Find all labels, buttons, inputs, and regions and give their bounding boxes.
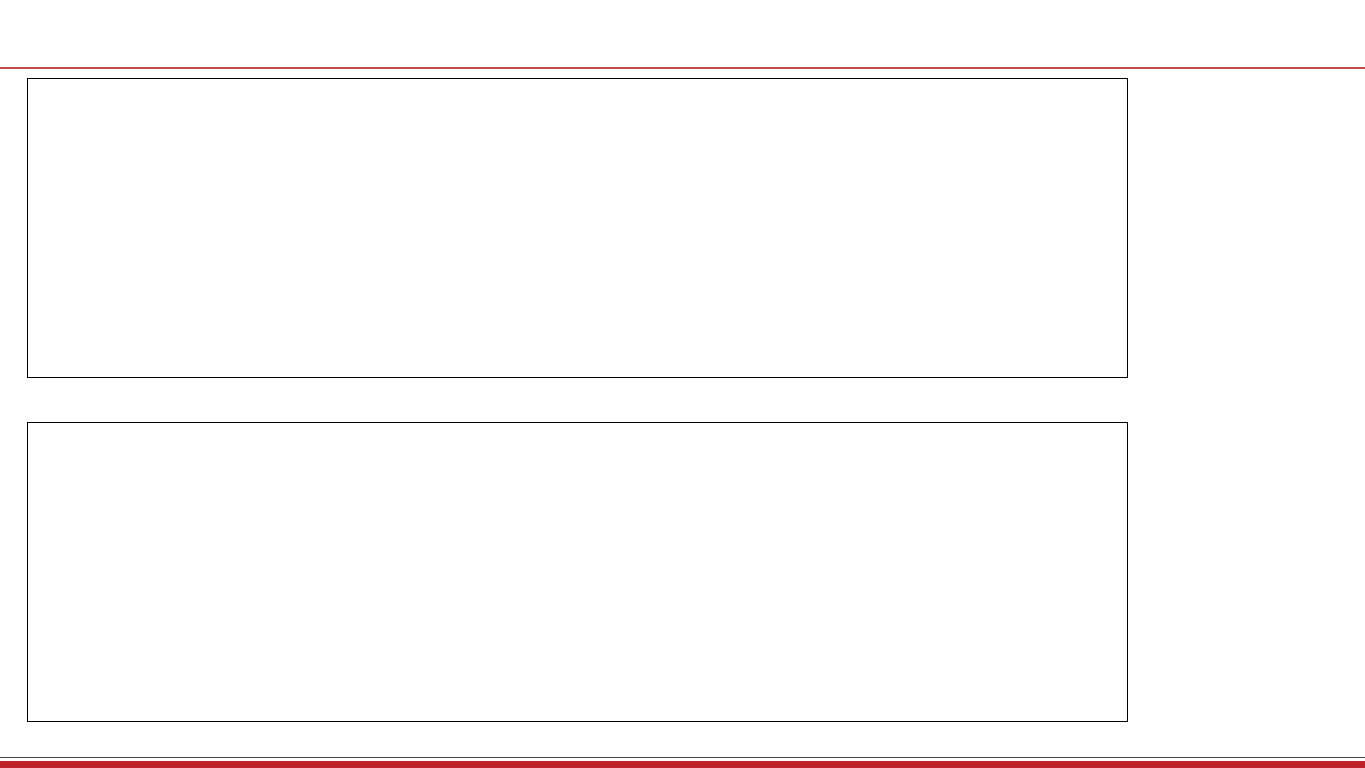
footer-bar xyxy=(0,761,1365,768)
footer-divider xyxy=(0,757,1365,758)
title-divider xyxy=(0,67,1365,69)
table-q2-2023 xyxy=(27,422,1128,722)
table-q3-2023 xyxy=(27,78,1128,378)
